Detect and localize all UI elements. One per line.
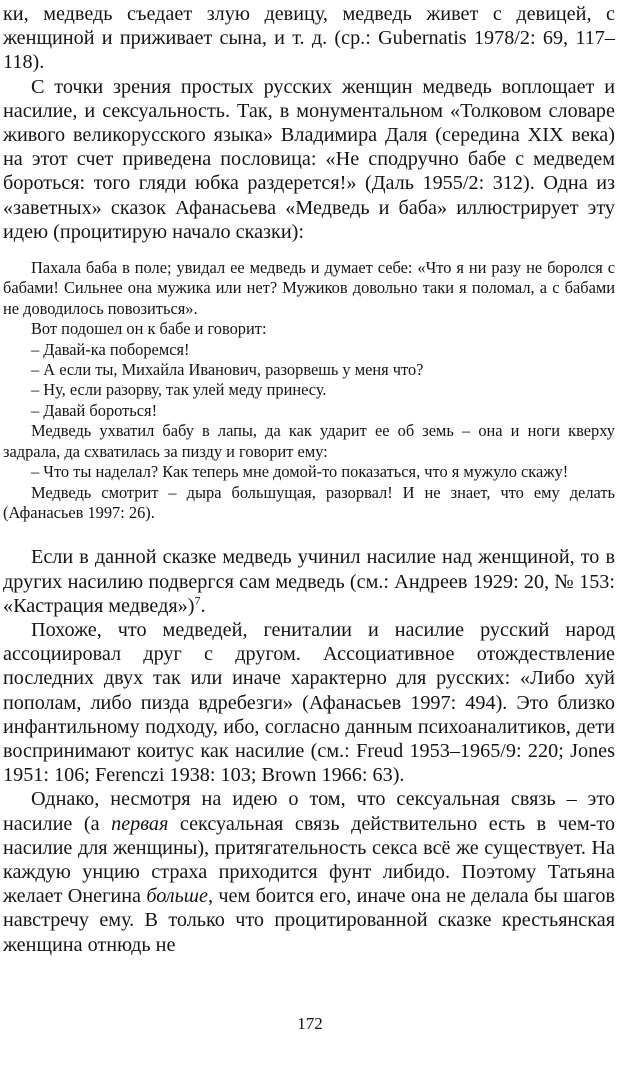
- quote-line: Вот подошел он к бабе и говорит:: [31, 319, 267, 339]
- emphasis-pervaya: первая: [111, 812, 169, 835]
- quote-line: – Ну, если разорву, так улей меду принесу.: [31, 380, 327, 400]
- paragraph-tatiana-part3: , чем боится его, иначе она не делала бы шагов навстречу ему. В только что процитированной сказке крестьянская женщина отнюдь не: [3, 885, 615, 956]
- quote-line: Медведь ухватил бабу в лапы, да как ударит ее об земь – она и ноги кверху задрала, да схватилась за пизду и говорит ему:: [3, 421, 615, 461]
- paragraph-tatiana-part2: сексуальная связь действительно есть в чем-то насилие для женщины), притягательность секса всё же существует. На каждую унцию страха приходится фунт либидо. Поэтому Татьяна желает Онегина: [3, 812, 615, 908]
- quote-line: Медведь смотрит – дыра большущая, разорвал! И не знает, что ему делать (Афанасьев 1997: 26).: [3, 482, 615, 522]
- paragraph-genitals: Похоже, что медведей, гениталии и насилие русский народ ассоциировал друг с другом. Ассоциативное отождествление последних двух так или иначе характерно для русских: «Либо хуй пополам, либо пизда вдребезги» (Афанасьев 1997: 494). Это близко инфантильному подходу, ибо, согласно данным психоаналитиков, дети воспринимают коитус как насилие (см.: Freud 1953–1965/9: 220; Jones 1951: 106; Ferenczi 1938: 103; Brown 1966: 63).: [3, 618, 615, 787]
- tale-quotation: [3, 258, 615, 523]
- quote-line: – Что ты наделал? Как теперь мне домой-то показаться, что я мужуло скажу!: [31, 462, 569, 482]
- footnote-marker: 7: [194, 592, 201, 607]
- paragraph-castration: [3, 545, 615, 618]
- text-column: [3, 2, 615, 957]
- quote-line: – Давай-ка поборемся!: [31, 339, 190, 359]
- paragraph-dal-proverb: С точки зрения простых русских женщин медведь воплощает и насилие, и сексуальность. Так, в монументальном «Толковом словаре живого великорусского языка» Владимира Даля (середина XIX века) на этот счет приведена пословица: «Не сподручно бабе с медведем бороться: того гляди юбка раздерется!» (Даль 1955/2: 312). Одна из «заветных» сказок Афанасьева «Медведь и баба» иллюстрирует эту идею (процитирую начало сказки):: [3, 75, 615, 243]
- paragraph-tatiana-part1: Однако, несмотря на идею о том, что сексуальная связь – это насилие (а: [3, 788, 615, 835]
- paragraph-castration-text: Если в данной сказке медведь учинил насилие над женщиной, то в других насилию подвергся сам медведь (см.: Андреев 1929: 20, № 153: «Кастрация медведя»): [3, 546, 615, 617]
- paragraph-castration-end: .: [200, 594, 206, 617]
- emphasis-bolshe: больше: [146, 885, 208, 908]
- quote-line: Пахала баба в поле; увидал ее медведь и думает себе: «Что я ни разу не боролся с бабами! Сильнее она мужика или нет? Мужиков довольно таки я поломал, а с бабами не доводилось повозиться».: [3, 258, 615, 318]
- paragraph-intro: ки, медведь съедает злую девицу, медведь живет с девицей, с женщиной и приживает сына, и т. д. (ср.: Gubernatis 1978/2: 69, 117–118).: [3, 3, 615, 74]
- quote-line: – А если ты, Михайла Иванович, разорвешь у меня что?: [31, 360, 424, 380]
- paragraph-tatiana: [3, 787, 615, 956]
- page-number: 172: [297, 1014, 323, 1033]
- quote-line: – Давай бороться!: [31, 400, 158, 420]
